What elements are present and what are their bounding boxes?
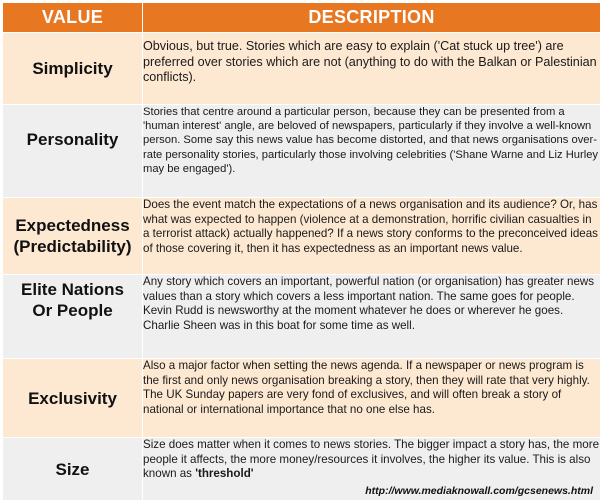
value-cell — [3, 359, 143, 438]
table-row — [3, 33, 601, 105]
value-label-secondary: (Predictability) — [13, 237, 132, 256]
description-emphasis: 'threshold' — [195, 467, 254, 481]
value-label: Expectedness — [15, 216, 130, 235]
source-url-link[interactable]: http://www.mediaknowall.com/gcsenews.html — [365, 485, 593, 497]
value-cell — [3, 275, 143, 359]
description-cell: Does the event match the expectations of a news organisation and its audience? Or, has what was expected to happen (violence at a demonstration, horrific civilian casualties in a terrorist attack) actually happened? If a news story conforms to the preconceived ideas of those covering it, then it has expectedness as an important news value. — [143, 198, 601, 275]
value-cell — [3, 438, 143, 501]
value-label-secondary: Or People — [32, 301, 113, 320]
table-row — [3, 275, 601, 359]
column-header-value: VALUE — [3, 3, 143, 33]
column-header-description: DESCRIPTION — [143, 3, 601, 33]
description-cell: Any story which covers an important, powerful nation (or organisation) has greater news values than a story which covers a less important nation. The same goes for people. Kevin Rudd is newsworthy at the moment whatever he does or wherever he goes. Charlie Sheen was in this boat for some time as well. — [143, 275, 601, 359]
value-cell — [3, 105, 143, 198]
table-header-row — [3, 3, 601, 33]
value-label: Elite Nations — [21, 280, 124, 299]
table-row — [3, 105, 601, 198]
value-cell — [3, 33, 143, 105]
table-row — [3, 359, 601, 438]
table-row — [3, 198, 601, 275]
description-cell: Stories that centre around a particular person, because they can be presented from a 'human interest' angle, are beloved of newspapers, particularly if they involve a well-known person. Some say this news value has become distorted, and that news organisations over-rate personality stories, particularly those involving celebrities ('Shane Warne and Liz Hurley may be engaged'). — [143, 105, 601, 198]
value-label: Exclusivity — [28, 388, 117, 408]
value-cell — [3, 198, 143, 275]
description-cell: Obvious, but true. Stories which are easy to explain ('Cat stuck up tree') are preferred over stories which are not (anything to do with the Balkan or Palestinian conflicts). — [143, 33, 601, 105]
news-values-table — [2, 2, 601, 501]
description-cell: Also a major factor when setting the news agenda. If a newspaper or news program is the first and only news organisation breaking a story, then they will rate that very highly. The UK Sunday papers are very fond of exclusives, and will often break a story of national or international importance that no one else has. — [143, 359, 601, 438]
value-label: Personality — [26, 130, 119, 149]
description-text: Size does matter when it comes to news stories. The bigger impact a story has, the more people it affects, the more money/resources it involves, the higher its value. This is also known as — [143, 438, 600, 481]
value-label: Simplicity — [32, 59, 113, 78]
value-label: Size — [55, 459, 90, 479]
